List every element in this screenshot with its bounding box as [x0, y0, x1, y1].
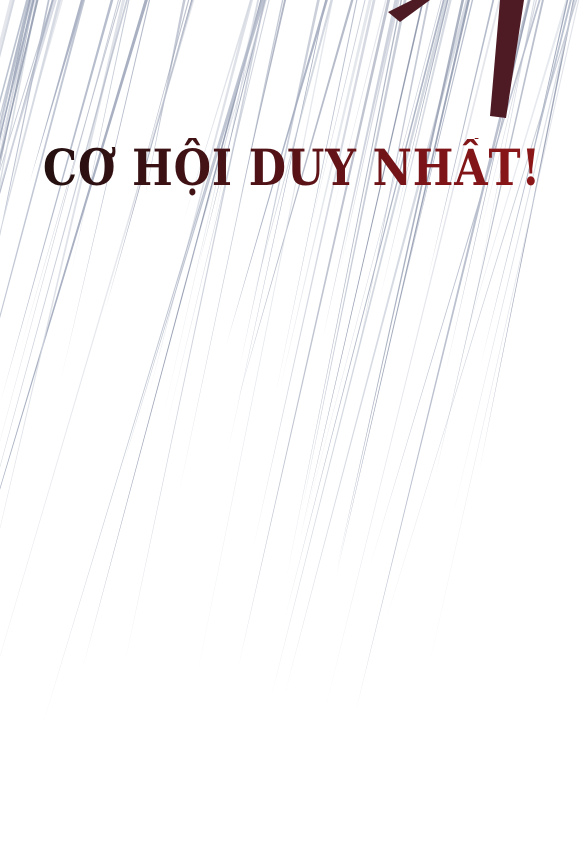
speed-line — [285, 0, 471, 692]
speed-line — [194, 0, 335, 692]
speed-line — [198, 0, 268, 268]
speed-line — [0, 0, 15, 387]
speed-line — [384, 0, 581, 627]
speed-line — [271, 0, 451, 698]
caption-text: CƠ HỘI DUY NHẤT! — [41, 138, 543, 198]
speed-line — [124, 0, 267, 665]
